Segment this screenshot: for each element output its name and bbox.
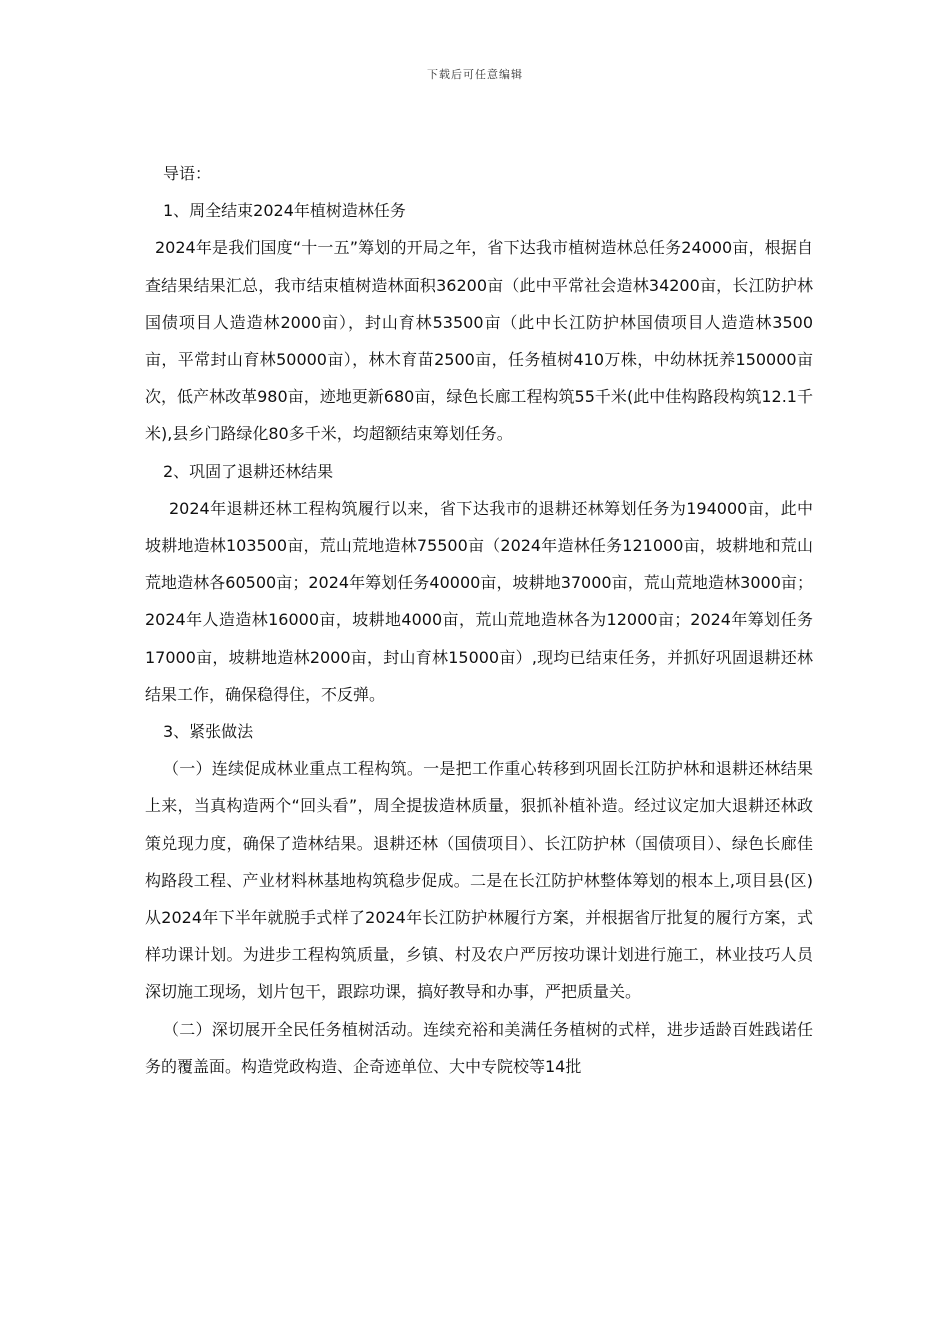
- document-body: [145, 155, 813, 1085]
- paragraph-measure-2: （二）深切展开全民任务植树活动。连续充裕和美满任务植树的式样，进步适龄百姓践诺任务的覆盖面。构造党政构造、企奇迹单位、大中专院校等14批: [145, 1019, 813, 1076]
- section-heading-2: 2、巩固了退耕还林结果: [163, 461, 334, 481]
- paragraph-grain-for-green: 2024年退耕还林工程构筑履行以来，省下达我市的退耕还林筹划任务为194000亩，此中坡耕地造林103500亩，荒山荒地造林75500亩（2024年造林任务121000亩，坡耕地和荒山荒地造林各60500亩；2024年筹划任务40000亩，坡耕地37000亩，荒山荒地造林3000亩；2024年人造造林16000亩，坡耕地4000亩，荒山荒地造林各为12000亩；2024年筹划任务17000亩，坡耕地造林2000亩，封山育林15000亩）,现均已结束任务，并抓好巩固退耕还林结果工作，确保稳得住，不反弹。: [145, 498, 813, 704]
- page-header: 下载后可任意编辑: [427, 68, 523, 81]
- paragraph-measure-1: （一）连续促成林业重点工程构筑。一是把工作重心转移到巩固长江防护林和退耕还林结果上来，当真构造两个“回头看”，周全提拔造林质量，狠抓补植补造。经过议定加大退耕还林政策兑现力度，确保了造林结果。退耕还林（国债项目）、长江防护林（国债项目）、绿色长廊佳构路段工程、产业材料林基地构筑稳步促成。二是在长江防护林整体筹划的根本上,项目县(区)从2024年下半年就脱手式样了2024年长江防护林履行方案，并根据省厅批复的履行方案，式样功课计划。为进步工程构筑质量，乡镇、村及农户严厉按功课计划进行施工，林业技巧人员深切施工现场，划片包干，跟踪功课，搞好教导和办事，严把质量关。: [145, 759, 813, 1002]
- section-heading-3: 3、紧张做法: [163, 722, 254, 742]
- paragraph-afforestation: 2024年是我们国度“十一五”筹划的开局之年，省下达我市植树造林总任务24000亩，根据自查结果结果汇总，我市结束植树造林面积36200亩（此中平常社会造林34200亩，长江防护林国债项目人造造林2000亩），封山育林53500亩（此中长江防护林国债项目人造造林3500亩，平常封山育林50000亩），林木育苗2500亩，任务植树410万株，中幼林抚养150000亩次，低产林改革980亩，迹地更新680亩，绿色长廊工程构筑55千米(此中佳构路段构筑12.1千米),县乡门路绿化80多千米，均超额结束筹划任务。: [145, 238, 813, 444]
- intro-label: 导语：: [163, 164, 212, 183]
- section-heading-1: 1、周全结束2024年植树造林任务: [163, 201, 406, 221]
